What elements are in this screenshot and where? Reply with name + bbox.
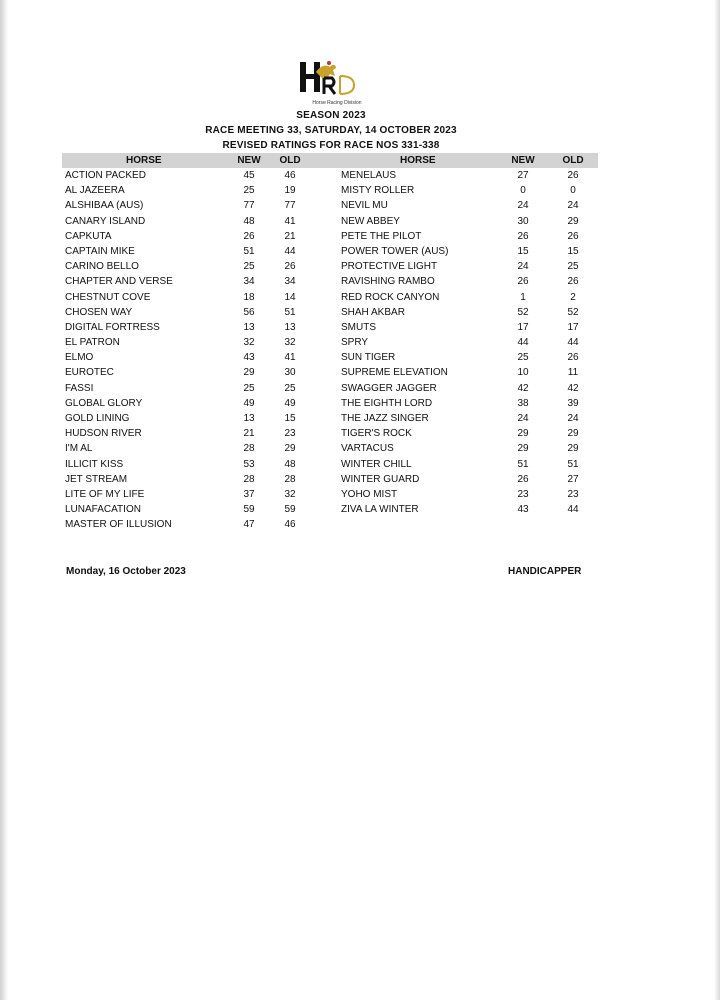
new-rating: 44 (517, 337, 529, 349)
old-rating: 25 (284, 382, 296, 394)
col-horse-header: HORSE (126, 155, 162, 166)
new-rating: 37 (243, 488, 255, 500)
new-rating: 51 (243, 245, 255, 257)
page-edge-shadow-right (714, 0, 720, 1000)
horse-name: ELMO (65, 352, 94, 364)
table-row (62, 381, 598, 396)
new-rating: 1 (520, 291, 526, 303)
old-rating: 15 (567, 245, 579, 257)
col-new-header: NEW (237, 155, 261, 166)
table-row (62, 517, 598, 532)
horse-name: SWAGGER JAGGER (341, 382, 437, 394)
horse-name: I'M AL (65, 443, 93, 455)
horse-name: TIGER'S ROCK (341, 428, 412, 440)
old-rating: 25 (567, 261, 579, 273)
new-rating: 29 (517, 428, 529, 440)
new-rating: 10 (517, 367, 529, 379)
old-rating: 29 (567, 428, 579, 440)
horse-name: HUDSON RIVER (65, 428, 142, 440)
new-rating: 26 (517, 276, 529, 288)
old-rating: 29 (567, 443, 579, 455)
old-rating: 0 (570, 185, 576, 197)
new-rating: 25 (243, 185, 255, 197)
new-rating: 34 (243, 276, 255, 288)
ratings-subtitle: REVISED RATINGS FOR RACE NOS 331-338 (222, 140, 440, 151)
horse-name: SMUTS (341, 321, 376, 333)
table-row (62, 365, 598, 380)
table-row (62, 305, 598, 320)
old-rating: 26 (284, 261, 296, 273)
new-rating: 32 (243, 337, 255, 349)
table-row (62, 472, 598, 487)
old-rating: 46 (284, 170, 296, 181)
new-rating: 13 (243, 321, 255, 333)
horse-name: GOLD LINING (65, 413, 130, 424)
new-rating: 45 (243, 170, 255, 181)
old-rating: 51 (567, 458, 579, 470)
horse-name: THE EIGHTH LORD (341, 397, 433, 409)
table-row (62, 244, 598, 259)
horse-name: CHOSEN WAY (65, 306, 133, 318)
table-row (62, 441, 598, 456)
horse-name: EUROTEC (65, 367, 114, 379)
old-rating: 2 (570, 291, 576, 303)
old-rating: 13 (284, 321, 296, 333)
old-rating: 26 (567, 170, 579, 181)
horse-name: PROTECTIVE LIGHT (341, 261, 438, 273)
old-rating: 21 (284, 230, 296, 242)
horse-name: POWER TOWER (AUS) (341, 245, 449, 257)
old-rating: 44 (567, 504, 579, 516)
horse-name: JET STREAM (65, 473, 128, 485)
new-rating: 25 (243, 261, 255, 273)
table-row (62, 183, 598, 198)
new-rating: 24 (517, 200, 529, 212)
old-rating: 51 (284, 306, 296, 318)
horse-name: CHAPTER AND VERSE (65, 276, 173, 288)
logo-caption: Horse Racing Division (312, 100, 362, 106)
horse-name: CAPTAIN MIKE (65, 245, 135, 257)
old-rating: 32 (284, 488, 296, 500)
old-rating: 27 (567, 473, 579, 485)
horse-name: FASSI (65, 382, 94, 394)
new-rating: 52 (517, 306, 529, 318)
horse-name: SUPREME ELEVATION (341, 367, 448, 379)
horse-name: CARINO BELLO (65, 261, 139, 273)
old-rating: 42 (567, 382, 579, 394)
table-row (62, 335, 598, 350)
table-row (62, 198, 598, 213)
col-old-header-2: OLD (562, 155, 584, 166)
horse-name: RED ROCK CANYON (341, 291, 440, 303)
new-rating: 51 (517, 458, 529, 470)
new-rating: 30 (517, 215, 529, 227)
table-row (62, 426, 598, 441)
table-row (62, 259, 598, 274)
new-rating: 27 (517, 170, 529, 181)
new-rating: 29 (517, 443, 529, 455)
table-row (62, 502, 598, 517)
horse-name: NEW ABBEY (341, 215, 400, 227)
new-rating: 15 (517, 245, 529, 257)
new-rating: 13 (243, 413, 255, 424)
horse-name: SUN TIGER (341, 352, 396, 364)
table-row (62, 350, 598, 365)
new-rating: 29 (243, 367, 255, 379)
horse-name: SHAH AKBAR (341, 306, 405, 318)
old-rating: 48 (284, 458, 296, 470)
table-row (62, 229, 598, 244)
horse-name: ILLICIT KISS (65, 458, 124, 470)
table-row (62, 411, 598, 426)
ratings-table (62, 153, 598, 533)
horse-name: ACTION PACKED (65, 170, 146, 181)
old-rating: 17 (567, 321, 579, 333)
old-rating: 44 (567, 337, 579, 349)
horse-name: SPRY (341, 337, 369, 349)
table-row (62, 274, 598, 289)
horse-name: GLOBAL GLORY (65, 397, 143, 409)
new-rating: 26 (517, 230, 529, 242)
new-rating: 26 (243, 230, 255, 242)
old-rating: 11 (567, 367, 579, 379)
new-rating: 43 (243, 352, 255, 364)
old-rating: 77 (284, 200, 296, 212)
old-rating: 44 (284, 245, 296, 257)
old-rating: 15 (284, 413, 296, 424)
horse-name: YOHO MIST (341, 488, 398, 500)
col-new-header-2: NEW (511, 155, 535, 166)
new-rating: 0 (520, 185, 526, 197)
horse-name: ALSHIBAA (AUS) (65, 200, 144, 212)
new-rating: 21 (243, 428, 255, 440)
new-rating: 59 (243, 504, 255, 516)
horse-name: WINTER CHILL (341, 458, 412, 470)
old-rating: 41 (284, 215, 296, 227)
old-rating: 19 (284, 185, 296, 197)
old-rating: 24 (567, 413, 579, 424)
new-rating: 18 (243, 291, 255, 303)
footer-date: Monday, 16 October 2023 (66, 566, 186, 577)
horse-name: AL JAZEERA (65, 185, 125, 197)
old-rating: 46 (284, 519, 296, 531)
old-rating: 29 (567, 215, 579, 227)
new-rating: 17 (517, 321, 529, 333)
horse-name: CANARY ISLAND (65, 215, 146, 227)
old-rating: 14 (284, 291, 296, 303)
table-row (62, 487, 598, 502)
horse-name: WINTER GUARD (341, 473, 420, 485)
new-rating: 43 (517, 504, 529, 516)
old-rating: 39 (567, 397, 579, 409)
new-rating: 26 (517, 473, 529, 485)
horse-name: LUNAFACATION (65, 504, 141, 516)
table-body (62, 168, 598, 533)
footer-signature: HANDICAPPER (508, 566, 582, 577)
old-rating: 26 (567, 276, 579, 288)
new-rating: 25 (517, 352, 529, 364)
new-rating: 42 (517, 382, 529, 394)
old-rating: 29 (284, 443, 296, 455)
table-row (62, 320, 598, 335)
horse-name: DIGITAL FORTRESS (65, 321, 160, 333)
table-header (62, 153, 598, 168)
new-rating: 47 (243, 519, 255, 531)
old-rating: 41 (284, 352, 296, 364)
old-rating: 34 (284, 276, 296, 288)
horse-name: ZIVA LA WINTER (341, 504, 419, 516)
new-rating: 25 (243, 382, 255, 394)
new-rating: 23 (517, 488, 529, 500)
season-title: SEASON 2023 (296, 110, 366, 121)
horse-name: THE JAZZ SINGER (341, 413, 429, 424)
table-row (62, 168, 598, 183)
old-rating: 52 (567, 306, 579, 318)
horse-name: CAPKUTA (65, 230, 112, 242)
horse-name: MASTER OF ILLUSION (65, 519, 172, 531)
horse-name: MISTY ROLLER (341, 185, 415, 197)
col-old-header: OLD (279, 155, 301, 166)
horse-name: CHESTNUT COVE (65, 291, 151, 303)
old-rating: 28 (284, 473, 296, 485)
horse-name: MENELAUS (341, 170, 397, 181)
new-rating: 24 (517, 413, 529, 424)
horse-name: NEVIL MU (341, 200, 388, 212)
new-rating: 38 (517, 397, 529, 409)
old-rating: 26 (567, 352, 579, 364)
new-rating: 49 (243, 397, 255, 409)
old-rating: 24 (567, 200, 579, 212)
new-rating: 24 (517, 261, 529, 273)
new-rating: 56 (243, 306, 255, 318)
table-row (62, 290, 598, 305)
horse-name: RAVISHING RAMBO (341, 276, 435, 288)
old-rating: 59 (284, 504, 296, 516)
table-row (62, 396, 598, 411)
horse-name: PETE THE PILOT (341, 230, 422, 242)
col-horse-header-2: HORSE (400, 155, 436, 166)
old-rating: 23 (284, 428, 296, 440)
horse-name: LITE OF MY LIFE (65, 488, 145, 500)
new-rating: 28 (243, 443, 255, 455)
old-rating: 23 (567, 488, 579, 500)
table-row (62, 457, 598, 472)
new-rating: 28 (243, 473, 255, 485)
old-rating: 32 (284, 337, 296, 349)
old-rating: 49 (284, 397, 296, 409)
new-rating: 53 (243, 458, 255, 470)
new-rating: 77 (243, 200, 255, 212)
new-rating: 48 (243, 215, 255, 227)
horse-name: VARTACUS (341, 443, 394, 455)
horse-name: EL PATRON (65, 337, 120, 349)
old-rating: 26 (567, 230, 579, 242)
meeting-title: RACE MEETING 33, SATURDAY, 14 OCTOBER 2023 (205, 125, 457, 136)
old-rating: 30 (284, 367, 296, 379)
table-row (62, 214, 598, 229)
